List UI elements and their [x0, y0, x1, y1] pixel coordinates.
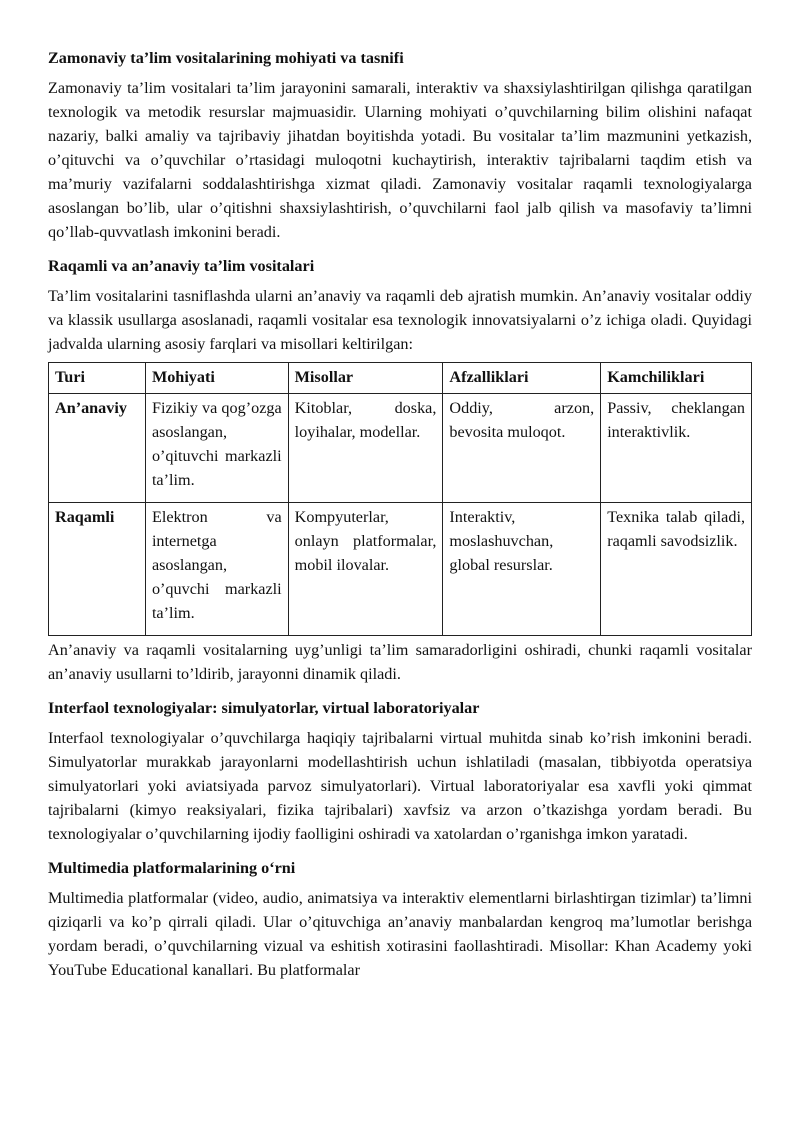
table-cell: Oddiy, arzon, bevosita muloqot.: [443, 394, 601, 503]
section-paragraph-digital-traditional: Ta’lim vositalarini tasniflashda ularni an’anaviy va raqamli deb ajratish mumkin. An’anaviy vositalar oddiy va klassik usullarga asoslanadi, raqamli vositalar esa texnologik innovatsiyalarni o’z ichiga oladi. Quyidagi jadvalda ularning asosiy farqlari va misollari keltirilgan:: [48, 287, 752, 353]
table-cell: Kompyuterlar, onlayn platformalar, mobil ilovalar.: [288, 503, 443, 636]
table-header-cell: Afzalliklari: [443, 363, 601, 394]
section-heading-interactive-tech: Interfaol texnologiyalar: simulyatorlar, virtual laboratoriyalar: [48, 699, 480, 717]
table-header-row: [49, 363, 752, 394]
table-row-label: Raqamli: [49, 503, 146, 636]
table-header-cell: Mohiyati: [145, 363, 288, 394]
table-cell: Texnika talab qiladi, raqamli savodsizlik.: [601, 503, 752, 636]
table-header-cell: Turi: [49, 363, 146, 394]
section-paragraph-interactive-tech: Interfaol texnologiyalar o’quvchilarga haqiqiy tajribalarni virtual muhitda sinab ko’rish imkonini beradi. Simulyatorlar murakkab jarayonlarni modellashtirish uchun ishlatiladi (masalan, tibbiyotda operatsiya simulyatorlari yoki aviatsiyada parvoz simulyatorlari). Virtual laboratoriyalar esa xavfli yoki qimmat tajribalarni (kimyo reaksiyalari, fizika tajribalari) xavfsiz va arzon o’tkazishga yordam beradi. Bu texnologiyalar o’quvchilarning ijodiy faolligini oshiradi va xatolardan o’rganishga imkon yaratadi.: [48, 729, 752, 843]
table-header-cell: Misollar: [288, 363, 443, 394]
table-cell: Elektron va internetga asoslangan, o’quvchi markazli ta’lim.: [145, 503, 288, 636]
table-cell: Interaktiv, moslashuvchan, global resurslar.: [443, 503, 601, 636]
table-followup-paragraph: An’anaviy va raqamli vositalarning uyg’unligi ta’lim samaradorligini oshiradi, chunki raqamli vositalar an’anaviy usullarni to’ldirib, jarayonni dinamik qiladi.: [48, 641, 752, 683]
table-row-label: An’anaviy: [49, 394, 146, 503]
document-page: [48, 40, 752, 988]
table-cell: Fizikiy va qog’ozga asoslangan, o’qituvchi markazli ta’lim.: [145, 394, 288, 503]
section-heading-digital-traditional: Raqamli va an’anaviy ta’lim vositalari: [48, 257, 315, 275]
comparison-table: [48, 362, 752, 636]
table-row: [49, 394, 752, 503]
section-paragraph-multimedia: Multimedia platformalar (video, audio, animatsiya va interaktiv elementlarni birlashtirgan tizimlar) ta’limni qiziqarli va ko’p qirrali qiladi. Ular o’qituvchiga an’anaviy manbalardan kengroq ma’lumotlar berishga yordam beradi, o’quvchilarning vizual va eshitish xotirasini faollashtiradi. Misollar: Khan Academy yoki YouTube Educational kanallari. Bu platformalar: [48, 889, 752, 979]
section-paragraph-modern-tools: Zamonaviy ta’lim vositalari ta’lim jarayonini samarali, interaktiv va shaxsiylashtirilgan qilishga qaratilgan texnologik va metodik resurslar majmuasidir. Ularning mohiyati o’quvchilarning bilim olishini nafaqat nazariy, balki amaliy va tajribaviy jihatdan boyitishda yotadi. Bu vositalar ta’lim mazmunini yetkazish, o’qituvchi va o’quvchilar o’rtasidagi muloqotni kuchaytirish, interaktiv tajribalarni taqdim etish va ma’muriy vazifalarni soddalashtirishga xizmat qiladi. Zamonaviy vositalar raqamli texnologiyalarga asoslangan bo’lib, ular o’qitishni shaxsiylashtirish, o’quvchilarni faol jalb qilish va masofaviy ta’limni qo’llab-quvvatlash imkonini beradi.: [48, 79, 752, 241]
table-cell: Kitoblar, doska, loyihalar, modellar.: [288, 394, 443, 503]
section-heading-modern-tools: Zamonaviy ta’lim vositalarining mohiyati va tasnifi: [48, 49, 404, 67]
table-cell: Passiv, cheklangan interaktivlik.: [601, 394, 752, 503]
table-header-cell: Kamchiliklari: [601, 363, 752, 394]
section-heading-multimedia: Multimedia platformalarining o‘rni: [48, 859, 296, 877]
table-row: [49, 503, 752, 636]
